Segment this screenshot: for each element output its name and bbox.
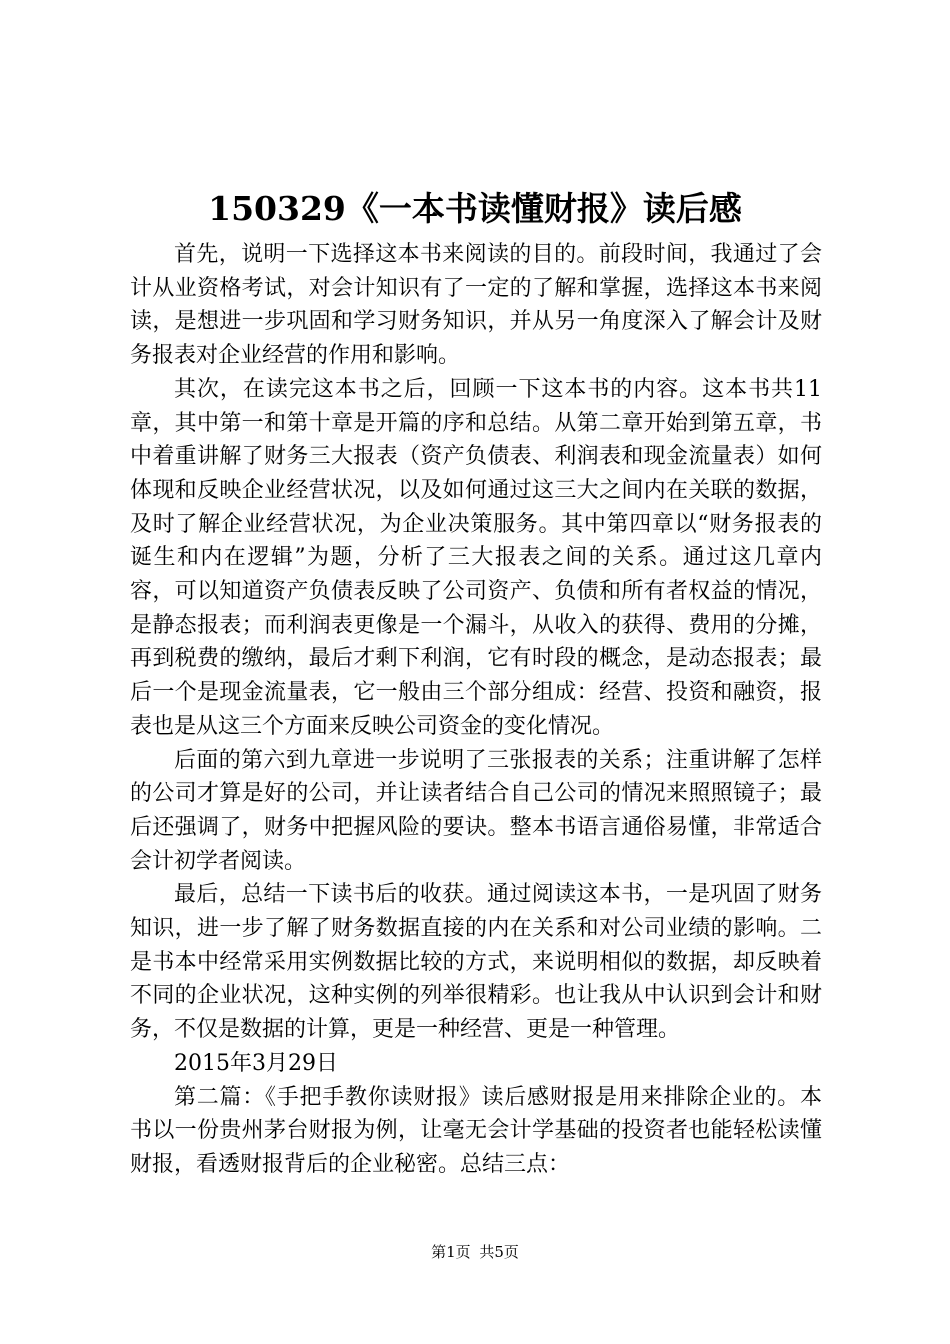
- document-date: 2015年3月29日: [174, 1050, 338, 1076]
- paragraph-content-review: 其次，在读完这本书之后，回顾一下这本书的内容。这本书共11章，其中第一和第十章是开篇的序和总结。从第二章开始到第五章，书中着重讲解了财务三大报表（资产负债表、利润表和现金流量表）如何体现和反映企业经营状况，以及如何通过这三大之间内在关联的数据，及时了解企业经营状况，为企业决策服务。其中第四章以“财务报表的诞生和内在逻辑”为题，分析了三大报表之间的关系。通过这几章内容，可以知道资产负债表反映了公司资产、负债和所有者权益的情况，是静态报表；而利润表更像是一个漏斗，从收入的获得、费用的分摊，再到税费的缴纳，最后才剩下利润，它有时段的概念，是动态报表；最后一个是现金流量表，它一般由三个部分组成：经营、投资和融资，报表也是从这三个方面来反映公司资金的变化情况。: [130, 376, 822, 739]
- paragraph-conclusion: 最后，总结一下读书后的收获。通过阅读这本书，一是巩固了财务知识，进一步了解了财务数据直接的内在关系和对公司业绩的影响。二是书本中经常采用实例数据比较的方式，来说明相似的数据，却反映着不同的企业状况，这种实例的列举很精彩。也让我从中认识到会计和财务，不仅是数据的计算，更是一种经营、更是一种管理。: [130, 882, 822, 1043]
- page-footer: [0, 1240, 950, 1264]
- page-total: 共5页: [479, 1243, 519, 1261]
- paragraph-second-part: 第二篇：《手把手教你读财报》读后感财报是用来排除企业的。本书以一份贵州茅台财报为例，让毫无会计学基础的投资者也能轻松读懂财报，看透财报背后的企业秘密。总结三点：: [130, 1084, 822, 1177]
- paragraph-later-chapters: 后面的第六到九章进一步说明了三张报表的关系；注重讲解了怎样的公司才算是好的公司，并让读者结合自己公司的情况来照照镜子；最后还强调了，财务中把握风险的要诀。整本书语言通俗易懂，非常适合会计初学者阅读。: [130, 747, 822, 874]
- page-number: 第1页: [431, 1243, 471, 1261]
- document-body: [130, 238, 822, 1182]
- document-title: 150329《一本书读懂财报》读后感: [208, 189, 742, 228]
- paragraph-purpose: 首先，说明一下选择这本书来阅读的目的。前段时间，我通过了会计从业资格考试，对会计知识有了一定的了解和掌握，选择这本书来阅读，是想进一步巩固和学习财务知识，并从另一角度深入了解会计及财务报表对企业经营的作用和影响。: [130, 242, 822, 369]
